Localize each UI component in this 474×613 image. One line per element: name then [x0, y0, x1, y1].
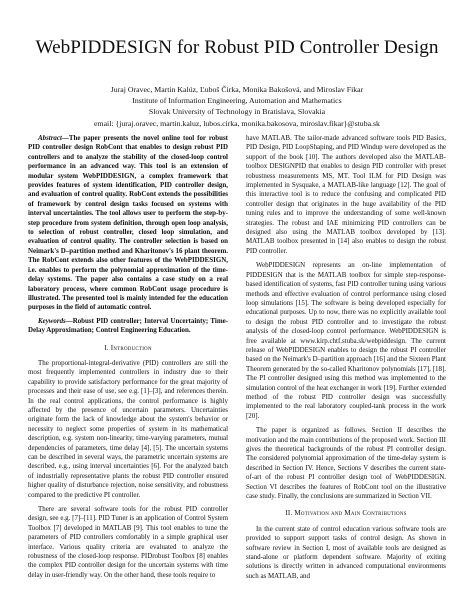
- right-paragraph-3: The paper is organized as follows. Section II describes the motivation and the main contributions of the proposed work. Section III gives the theoretical backgrounds of the robust PI controller design. The considered polynomial approximation of the time-delay system is described in Section IV. Hence, Sections V describes the current state-of-art of the robust PI controller design tool of WebPIDDESIGN. Section VI describes the features of RobCont tool on the illustrative case study. Finally, the conclusions are summarized in Section VII.: [246, 426, 446, 501]
- author-emails: email: {juraj.oravec, martin.kaluz, lubos.cirka, monika.bakosova, miroslav.fikar}@stuba.sk: [94, 118, 380, 128]
- abstract: [28, 134, 228, 313]
- abstract-label: Abstract: [38, 134, 62, 142]
- left-column: [28, 134, 228, 580]
- right-column: [246, 134, 446, 581]
- section-heading-introduction: I. Introduction: [104, 343, 152, 352]
- abstract-text: —The paper presents the novel online tool for robust PID controller design RobCont that enables to design robust PID controllers and to analyze the stability of the closed-loop control performance in an advanced way. This tool is an extension of modular system WebPIDDESIGN, a complex framework that provides features of system identification, PID controller design, and evaluation of control quality. RobCont extends the possibilities of framework by control design tasks focused on systems with interval uncertainties. The tool allows user to perform the step-by-step procedure from system definition, through open loop analysis, to selection of robust controller, closed loop simulation, and evaluation of control quality. The controller selection is based on Neimark's D–partition method and Kharitonov's 16 plant theorem. The RobCont extends also other features of the WebPIDDESIGN, i.e. enables to perform the polynomial approximation of the time-delay systems. The paper also contains a case study on a real laboratory process, where common RobCont usage procedure is illustrated. The presented tool is mainly intended for the education purposes in the field of automatic control.: [28, 134, 228, 312]
- paper-title: WebPIDDESIGN for Robust PID Controller Design: [35, 37, 439, 58]
- intro-paragraph-2: There are several software tools for the robust PID controller design, see e.g. [7]–[11]. PID Tuner is an application of Control System Toolbox [7] developed in MATLAB [9]. This tool enables to tune the parameters of PID controllers comfortably in a simple graphical user interface. Various quality criteria are evaluated to analyze the robustness of the closed-loop response. PIDrobust Toolbox [8] enables the complex PID controller design for the uncertain systems with time delay in user-friendly way. On the other hand, these tools require to: [28, 505, 228, 579]
- right-paragraph-2: WebPIDDESIGN represents an on-line implementation of PIDDESIGN that is the MATLAB toolbox for simple step-response-based identification of systems, fast PID controller tuning using various methods and effective evaluation of control performance using closed loop simulations [15]. The software is being developed especially for educational purposes. Up to now, there was no explicitly available tool to design the robust PID controller and to investigate the robust analysis of the closed-loop control performance. WebPIDDESIGN is free available at www.kirp.chtf.stuba.sk/webpiddesign. The current release of WebPIDDESIGN enables to design the robust PI controller based on the Neimark's D–partition approach [16] and the Sixteen Plant Theorem generated by the so-called Kharitonov polynomials [17], [18]. The PI controller designed using this method was implemented to the simulation control of the heat exchanger in work [19]. Further extended method of the robust PID controller design was successfully implemented to the real laboratory coupled-tank process in the work [20].: [246, 261, 446, 420]
- affiliation-line-1: Institute of Information Engineering, Automation and Mathematics: [132, 96, 342, 106]
- intro-paragraph-1: The proportional-integral-derivative (PID) controllers are still the most frequently implemented controllers in industry due to their capability to provide satisfactory performance for the great majority of processes and their ease of use, see e.g. [1]–[3], and references therein. In the real control applications, the control performance is highly affected by the presence of uncertain parameters. Uncertainties originate form the lack of knowledge about the system's behavior or necessity to neglect some properties of system in its mathematical description, e.g. system non-linearity, time-varying parameters, mutual dependencies of parameters, time delay [4], [5]. The uncertain systems can be described in several ways, the parametric uncertain systems are described, e.g., using interval uncertainties [6]. For the analyzed batch of industrially representative plants the robust PID controller ensured higher quality of disturbance rejection, noise sensitivity, and robustness compared to the predictive PI controller.: [28, 358, 228, 499]
- author-names: Juraj Oravec, Martin Kalúz, Ľuboš Čirka, Monika Bakošová, and Miroslav Fikar: [110, 85, 364, 94]
- author-block: [0, 84, 474, 129]
- keywords-label: Keywords: [38, 316, 66, 325]
- keywords: [28, 317, 228, 336]
- affiliation-line-2: Slovak University of Technology in Bratislava, Slovakia: [148, 107, 326, 117]
- section-heading-motivation: II. Motivation and Main Contributions: [285, 509, 407, 518]
- motivation-paragraph-1: In the current state of control education various software tools are provided to support support tasks of control design. As shown in software review in Section I, most of available tools are designed as stand-alone or platform dependent software. Majority of exiting solutions is directly written in advanced computational environments such as MATLAB, and: [246, 524, 446, 580]
- right-paragraph-1: have MATLAB. The tailor-made advanced software tools PID Basics, PID Design, PID LoopShaping, and PID Windup were developed as the support of the book [10]. The authors developed also the MATLAB-toolbox DESIGNPID that enables to design PID controller with preset robustness measurements MS, MT. Tool ILM for PID Design was implemented in Sysquake, a MATLAB-like language [12]. The goal of this interactive tool is to reduce the confusing and complicated PID controller design that originates in the huge availability of the PID tuning rules and to improve the understanding of some well-known strategies. The robust and IAE minimizing PID controllers can be designed also using the MATLAB toolbox developed by [13]. MATLAB toolbox presented in [14] also enables to design the robust PID controller.: [246, 134, 446, 255]
- keywords-text: —Robust PID controller; Interval Uncertainty; Time-Delay Approximation; Control Engineering Education.: [28, 316, 228, 335]
